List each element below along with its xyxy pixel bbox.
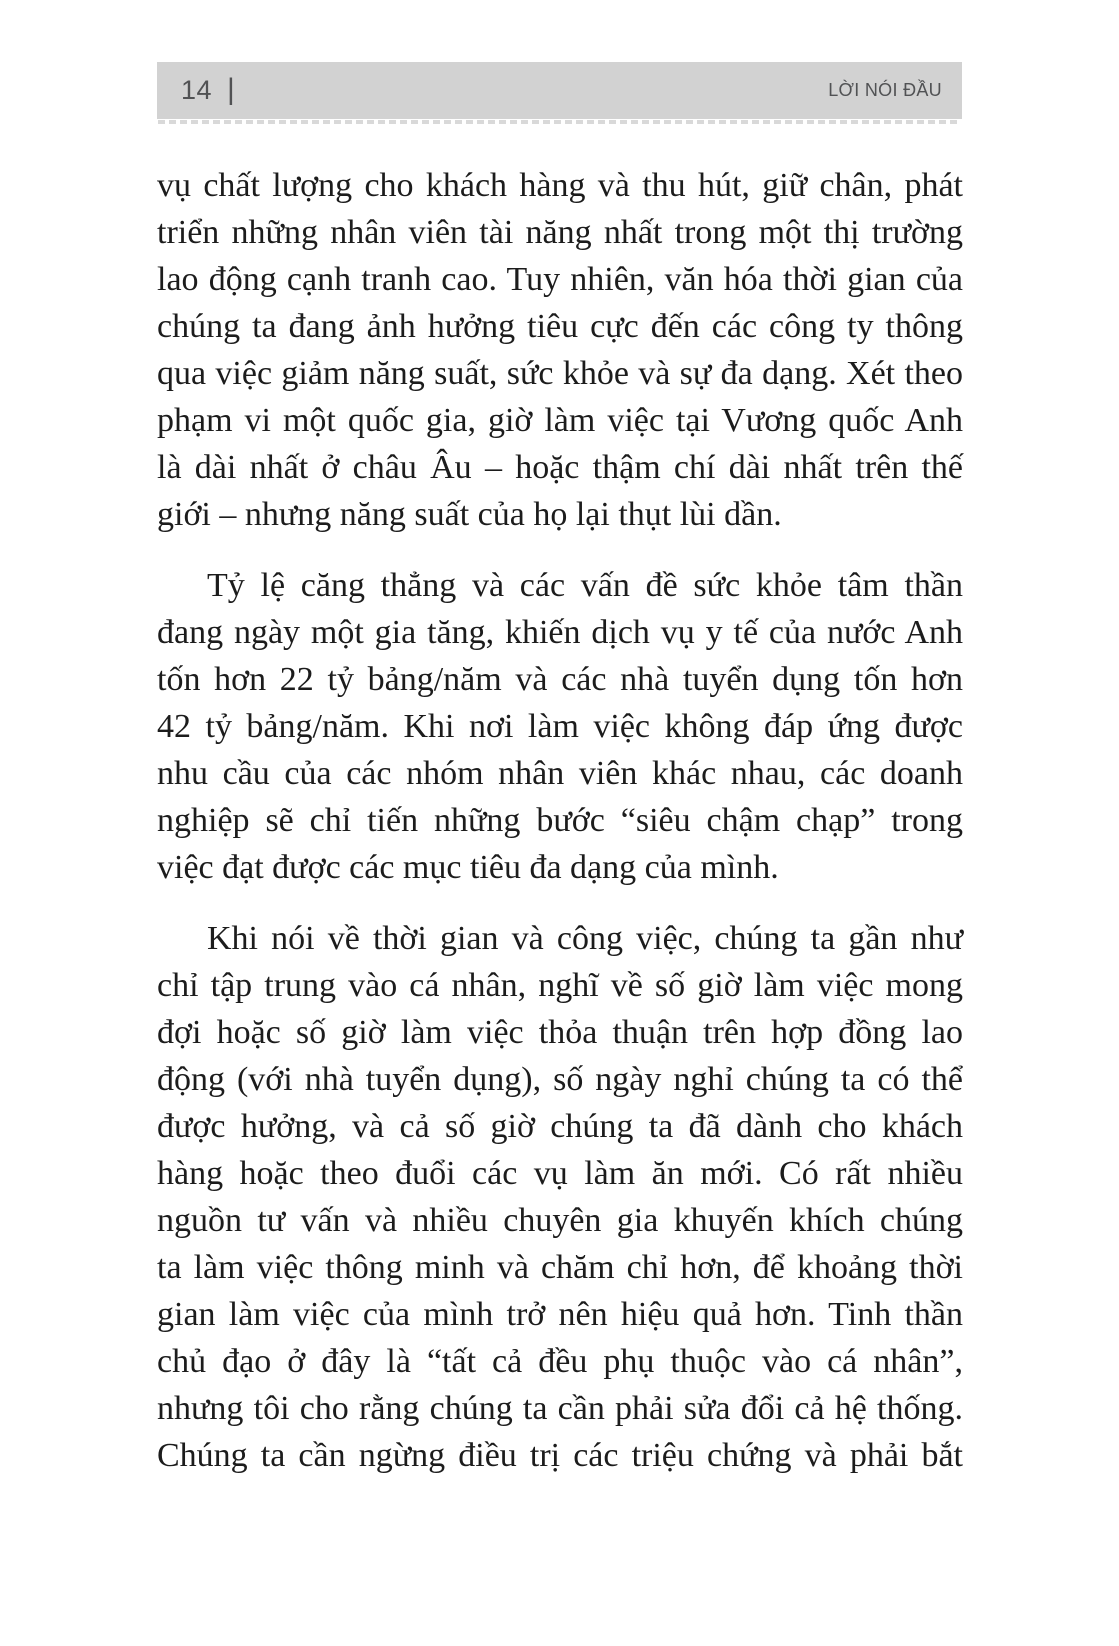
paragraph: [157, 915, 963, 1479]
text-line: tốn hơn 22 tỷ bảng/năm và các nhà tuyển dụng tốn hơn: [157, 661, 963, 698]
text-line: chúng ta đang ảnh hưởng tiêu cực đến các công ty thông: [157, 308, 963, 345]
page-number-group: [181, 72, 235, 106]
text-line: phạm vi một quốc gia, giờ làm việc tại Vương quốc Anh: [157, 402, 963, 439]
text-line: 42 tỷ bảng/năm. Khi nơi làm việc không đáp ứng được: [157, 708, 963, 745]
text-line: là dài nhất ở châu Âu – hoặc thậm chí dài nhất trên thế: [157, 449, 963, 486]
text-line: Tỷ lệ căng thẳng và các vấn đề sức khỏe tâm thần: [207, 567, 963, 604]
text-line: hàng hoặc theo đuổi các vụ làm ăn mới. Có rất nhiều: [157, 1155, 963, 1192]
text-line: đợi hoặc số giờ làm việc thỏa thuận trên hợp đồng lao: [157, 1014, 963, 1051]
page-header: [157, 62, 962, 119]
text-line: lao động cạnh tranh cao. Tuy nhiên, văn hóa thời gian của: [157, 261, 963, 298]
text-line: triển những nhân viên tài năng nhất trong một thị trường: [157, 214, 963, 251]
text-line: Chúng ta cần ngừng điều trị các triệu chứng và phải bắt: [157, 1437, 963, 1474]
text-line: gian làm việc của mình trở nên hiệu quả hơn. Tinh thần: [157, 1296, 963, 1333]
text-line: được hưởng, và cả số giờ chúng ta đã dành cho khách: [157, 1108, 963, 1145]
page-body: [157, 162, 963, 1503]
text-line: đang ngày một gia tăng, khiến dịch vụ y tế của nước Anh: [157, 614, 963, 651]
text-line: nguồn tư vấn và nhiều chuyên gia khuyến khích chúng: [157, 1202, 963, 1239]
page-number: 14: [181, 75, 213, 105]
text-line: nghiệp sẽ chỉ tiến những bước “siêu chậm chạp” trong: [157, 802, 963, 839]
paragraph: [157, 162, 963, 538]
text-line: động (với nhà tuyển dụng), số ngày nghỉ chúng ta có thể: [157, 1061, 963, 1098]
text-line: vụ chất lượng cho khách hàng và thu hút, giữ chân, phát: [157, 167, 963, 204]
text-line: qua việc giảm năng suất, sức khỏe và sự đa dạng. Xét theo: [157, 355, 963, 392]
text-line: Khi nói về thời gian và công việc, chúng ta gần như: [207, 920, 963, 957]
text-line: chủ đạo ở đây là “tất cả đều phụ thuộc vào cá nhân”,: [157, 1343, 963, 1380]
text-line: ta làm việc thông minh và chăm chỉ hơn, để khoảng thời: [157, 1249, 963, 1286]
text-line: chỉ tập trung vào cá nhân, nghĩ về số giờ làm việc mong: [157, 967, 963, 1004]
text-line: nhu cầu của các nhóm nhân viên khác nhau, các doanh: [157, 755, 963, 792]
paragraph: [157, 562, 963, 891]
header-separator: |: [227, 72, 235, 106]
text-line: nhưng tôi cho rằng chúng ta cần phải sửa đổi cả hệ thống.: [157, 1390, 963, 1427]
text-line: việc đạt được các mục tiêu đa dạng của mình.: [157, 849, 779, 886]
running-title: LỜI NÓI ĐẦU: [828, 80, 942, 100]
text-line: giới – nhưng năng suất của họ lại thụt lùi dần.: [157, 496, 782, 533]
